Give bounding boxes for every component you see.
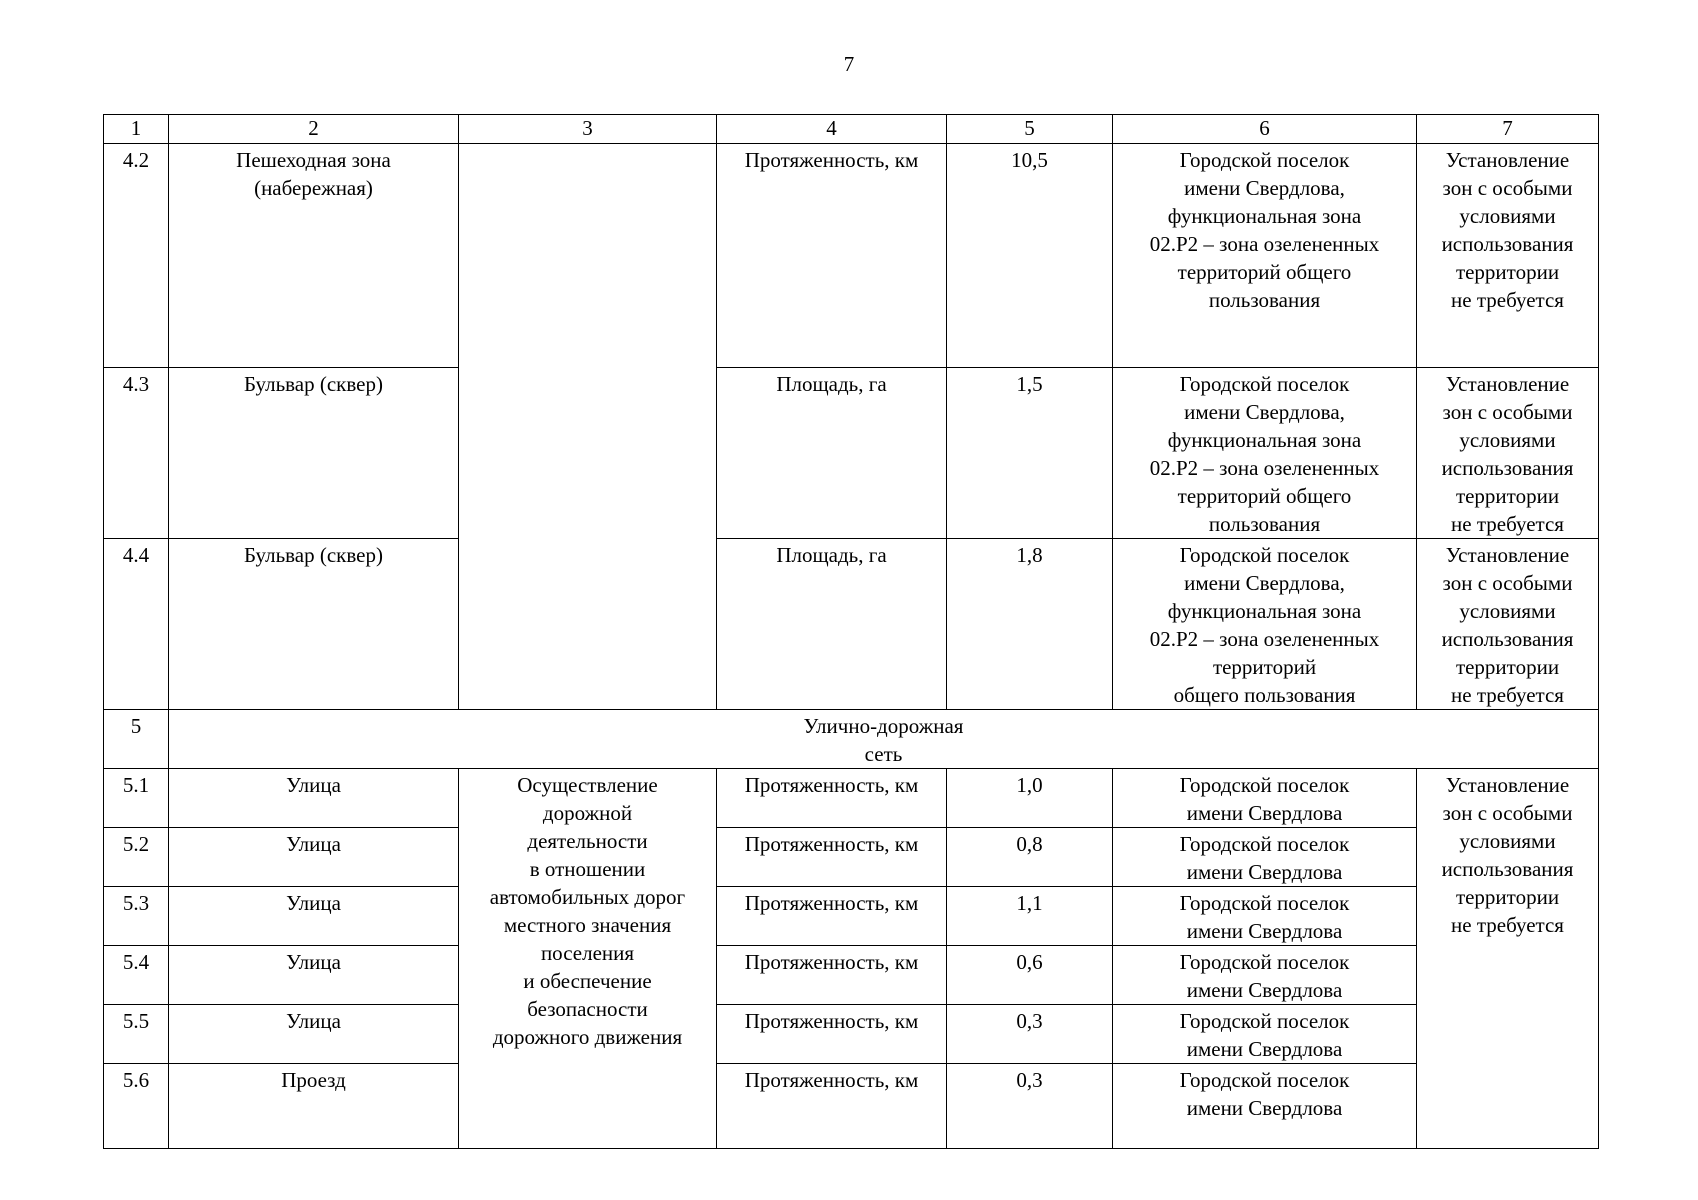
object-name: Улица: [169, 828, 459, 887]
indicator-label: Протяженность, км: [717, 887, 947, 946]
header-cell: 5: [947, 115, 1113, 144]
object-location: Городской поселок имени Свердлова: [1113, 828, 1417, 887]
special-zones: Установление зон с особыми условиями использования территории не требуется: [1417, 368, 1599, 539]
object-location: Городской поселок имени Свердлова, функциональная зона 02.Р2 – зона озелененных территорий общего пользования: [1113, 144, 1417, 368]
table-row: [104, 769, 1599, 828]
table-row: [104, 539, 1599, 710]
indicator-value: 0,3: [947, 1005, 1113, 1064]
header-cell: 1: [104, 115, 169, 144]
indicator-label: Протяженность, км: [717, 828, 947, 887]
table-row: [104, 1005, 1599, 1064]
table-row: [104, 144, 1599, 368]
indicator-value: 10,5: [947, 144, 1113, 368]
header-cell: 3: [459, 115, 717, 144]
header-row: [104, 115, 1599, 144]
indicator-value: 1,0: [947, 769, 1113, 828]
header-cell: 4: [717, 115, 947, 144]
object-name: Улица: [169, 946, 459, 1005]
table-row: [104, 1064, 1599, 1149]
row-number: 5.4: [104, 946, 169, 1005]
indicator-label: Протяженность, км: [717, 144, 947, 368]
indicator-value: 1,1: [947, 887, 1113, 946]
object-location: Городской поселок имени Свердлова: [1113, 1005, 1417, 1064]
row-number: 5.5: [104, 1005, 169, 1064]
section-number: 5: [104, 710, 169, 769]
object-name: Бульвар (сквер): [169, 368, 459, 539]
object-location: Городской поселок имени Свердлова: [1113, 1064, 1417, 1149]
row-number: 5.3: [104, 887, 169, 946]
header-cell: 6: [1113, 115, 1417, 144]
object-name: Улица: [169, 887, 459, 946]
indicator-label: Протяженность, км: [717, 1005, 947, 1064]
object-name: Улица: [169, 1005, 459, 1064]
object-location: Городской поселок имени Свердлова: [1113, 887, 1417, 946]
indicator-value: 0,6: [947, 946, 1113, 1005]
object-location: Городской поселок имени Свердлова: [1113, 946, 1417, 1005]
row-number: 4.4: [104, 539, 169, 710]
row-number: 5.2: [104, 828, 169, 887]
section-row: [104, 710, 1599, 769]
object-name: Пешеходная зона (набережная): [169, 144, 459, 368]
indicator-label: Протяженность, км: [717, 769, 947, 828]
object-location: Городской поселок имени Свердлова: [1113, 769, 1417, 828]
indicator-value: 0,8: [947, 828, 1113, 887]
row-number: 5.1: [104, 769, 169, 828]
table-row: [104, 828, 1599, 887]
object-location: Городской поселок имени Свердлова, функциональная зона 02.Р2 – зона озелененных территорий общего пользования: [1113, 539, 1417, 710]
objects-table: [103, 114, 1599, 1149]
object-name: Бульвар (сквер): [169, 539, 459, 710]
object-location: Городской поселок имени Свердлова, функциональная зона 02.Р2 – зона озелененных территорий общего пользования: [1113, 368, 1417, 539]
special-zones: Установление зон с особыми условиями использования территории не требуется: [1417, 769, 1599, 1149]
object-name: Улица: [169, 769, 459, 828]
object-name: Проезд: [169, 1064, 459, 1149]
indicator-value: 1,5: [947, 368, 1113, 539]
indicator-label: Площадь, га: [717, 368, 947, 539]
table-row: [104, 887, 1599, 946]
row-number: 4.3: [104, 368, 169, 539]
indicator-value: 1,8: [947, 539, 1113, 710]
indicator-label: Протяженность, км: [717, 946, 947, 1005]
header-cell: 2: [169, 115, 459, 144]
indicator-label: Площадь, га: [717, 539, 947, 710]
indicator-label: Протяженность, км: [717, 1064, 947, 1149]
row-number: 4.2: [104, 144, 169, 368]
table-row: [104, 946, 1599, 1005]
header-cell: 7: [1417, 115, 1599, 144]
page-number: 7: [843, 52, 855, 76]
object-purpose: Осуществление дорожной деятельности в отношении автомобильных дорог местного значения поселения и обеспечение безопасности дорожного движения: [459, 769, 717, 1149]
object-purpose: [459, 144, 717, 710]
section-title: Улично-дорожная сеть: [169, 710, 1599, 769]
indicator-value: 0,3: [947, 1064, 1113, 1149]
special-zones: Установление зон с особыми условиями использования территории не требуется: [1417, 539, 1599, 710]
table-row: [104, 368, 1599, 539]
row-number: 5.6: [104, 1064, 169, 1149]
special-zones: Установление зон с особыми условиями использования территории не требуется: [1417, 144, 1599, 368]
